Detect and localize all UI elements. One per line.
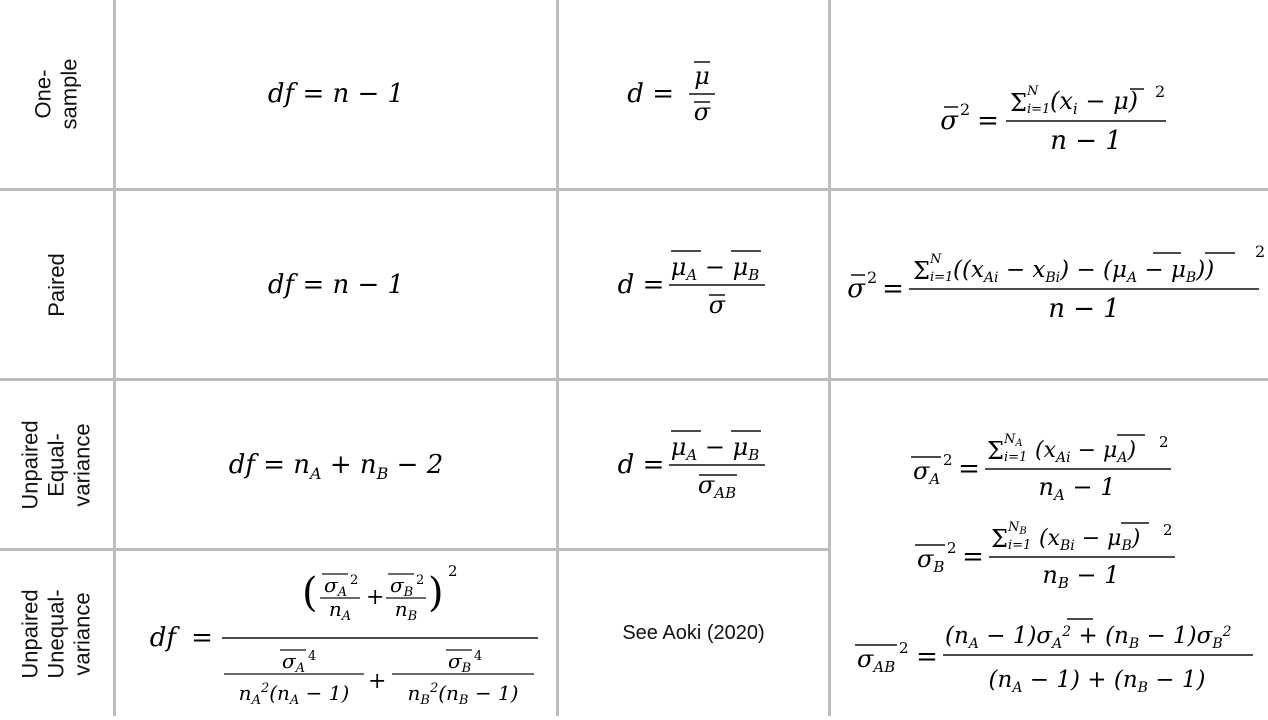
svg-text:2: 2 <box>866 267 877 287</box>
svg-text:2: 2 <box>1254 241 1265 261</box>
svg-text:n − 1: n − 1 <box>1047 293 1120 324</box>
svg-text:σ: σ <box>939 106 958 136</box>
svg-text:2: 2 <box>1154 82 1165 101</box>
svg-text:i=1: i=1 <box>1008 538 1032 553</box>
svg-text:=: = <box>881 273 904 304</box>
row-label-unpaired-equal: Unpaired Equal- variance <box>17 419 95 510</box>
svg-text:2: 2 <box>416 572 425 588</box>
svg-text:=: = <box>191 622 213 653</box>
svg-text:Σ: Σ <box>991 525 1008 553</box>
svg-text:nB − 1: $n_B - 1$ <box>1042 561 1120 592</box>
svg-text:(xAi − μA): $(x_{Ai} - \mu_A)$ <box>1035 438 1137 466</box>
svg-text:Σ: Σ <box>912 256 930 285</box>
svg-text:=: = <box>976 106 999 136</box>
svg-text:((xAi − xBi) − (μA − μB)): $((x_{Ai} - x_{Bi}) - (\mu_A - \mu_B))$ <box>952 256 1214 286</box>
row-label-one-sample: One- sample <box>30 58 82 130</box>
sigma-paired <box>831 191 1268 378</box>
svg-text:nB2(nB − 1): $n_B^2(n_B - 1)$ <box>407 680 519 708</box>
svg-text:df = n − 1: df = n − 1 <box>267 269 405 300</box>
svg-text:2: 2 <box>943 451 953 469</box>
svg-text:N: N <box>929 251 941 267</box>
svg-text:+: + <box>366 584 385 610</box>
svg-text:4: 4 <box>474 648 483 664</box>
svg-text:N: N <box>1026 84 1038 99</box>
svg-text:NB: $N_B$ <box>1008 520 1027 537</box>
svg-text:n − 1: n − 1 <box>1049 126 1122 156</box>
svg-text:NA: $N_A$ <box>1004 432 1023 449</box>
sigma-unpaired-merged <box>831 381 1268 716</box>
svg-text:d =: d = <box>626 79 674 109</box>
svg-text:Σ: Σ <box>987 437 1004 465</box>
d-paired <box>559 191 828 378</box>
svg-text:σ: σ <box>693 98 710 126</box>
svg-text:nA: $n_A$ <box>328 596 352 624</box>
svg-text:=: = <box>958 454 980 484</box>
svg-text:nA − 1: $n_A - 1$ <box>1038 473 1116 504</box>
sigma-ab-formula <box>855 619 1253 696</box>
svg-text:4: 4 <box>308 648 317 664</box>
svg-text:σ: σ <box>846 273 865 304</box>
svg-text:σAB: $\sigma_{AB}$ <box>697 470 736 502</box>
sigma-a-formula <box>911 432 1171 504</box>
row-label-paired: Paired <box>43 252 69 317</box>
d-unpaired-equal <box>559 381 828 548</box>
svg-text:μ: μ <box>693 62 710 90</box>
svg-text:nA2(nA − 1): $n_A^2(n_A - 1)$ <box>238 680 350 708</box>
svg-text:2: 2 <box>1159 433 1169 451</box>
svg-text:d =: d = <box>617 449 664 480</box>
svg-text:σA: $\sigma_A$ <box>324 572 348 600</box>
svg-text:σB: $\sigma_B$ <box>448 648 472 676</box>
svg-text:nB: $n_B$ <box>394 596 418 624</box>
svg-text:2: 2 <box>899 639 909 657</box>
df-paired <box>116 191 556 378</box>
svg-text:(nA − 1)σA2 + (nB − 1)σB2: $(n_A - 1)\sigma_A^2 + (n_B - 1)\sigma_B^2$ <box>945 623 1232 652</box>
see-aoki-note: See Aoki (2020) <box>622 622 765 644</box>
svg-text:df = n − 1: df = n − 1 <box>267 79 405 109</box>
svg-text:(nA − 1) + (nB − 1): $(n_A - 1) + (n_B - 1)$ <box>988 667 1206 696</box>
svg-text:σ: σ <box>708 290 725 319</box>
sigma-b-formula <box>915 520 1175 592</box>
row-label-unpaired-unequal: Unpaired Unequal- variance <box>17 588 95 679</box>
svg-text:σB: $\sigma_B$ <box>917 545 945 576</box>
svg-text:σB: $\sigma_B$ <box>390 572 414 600</box>
df-one-sample <box>116 0 556 188</box>
svg-text:i=1: i=1 <box>1004 450 1028 465</box>
svg-text:2: 2 <box>959 100 970 119</box>
svg-text:=: = <box>916 642 938 672</box>
svg-text:2: 2 <box>448 561 458 580</box>
svg-text:(xi − μ): $(x_i - \mu)$ <box>1049 87 1138 118</box>
svg-text:μA − μB: $\mu_A - \mu_B$ <box>670 432 759 464</box>
d-one-sample <box>559 0 828 188</box>
svg-text:(: ( <box>302 569 318 616</box>
svg-text:=: = <box>962 542 984 572</box>
svg-text:+: + <box>368 668 387 694</box>
d-unpaired-unequal <box>559 551 828 716</box>
svg-text:μA − μB: $\mu_A - \mu_B$ <box>670 252 759 284</box>
svg-text:i=1: i=1 <box>1026 102 1050 117</box>
svg-text:2: 2 <box>350 572 359 588</box>
df-unpaired-unequal <box>116 551 556 716</box>
sigma-unpaired-formulas <box>831 381 1268 716</box>
svg-text:Σ: Σ <box>1009 89 1027 117</box>
svg-text:df: df <box>149 622 176 653</box>
sigma-one-sample <box>831 0 1268 188</box>
svg-text:df = nA + nB − 2: df = $n_A + n_B - 2$ <box>228 449 444 483</box>
svg-text:2: 2 <box>1163 521 1173 539</box>
svg-text:2: 2 <box>947 539 957 557</box>
svg-text:σA: $\sigma_A$ <box>282 648 306 676</box>
svg-text:i=1: i=1 <box>929 269 953 285</box>
svg-text:σA: $\sigma_A$ <box>913 457 941 488</box>
svg-text:d =: d = <box>617 269 664 300</box>
svg-text:σAB: $\sigma_{AB}$ <box>857 645 896 676</box>
svg-text:): ) <box>428 569 444 616</box>
df-unpaired-equal <box>116 381 556 548</box>
svg-text:(xBi − μB): $(x_{Bi} - \mu_B)$ <box>1039 526 1141 554</box>
